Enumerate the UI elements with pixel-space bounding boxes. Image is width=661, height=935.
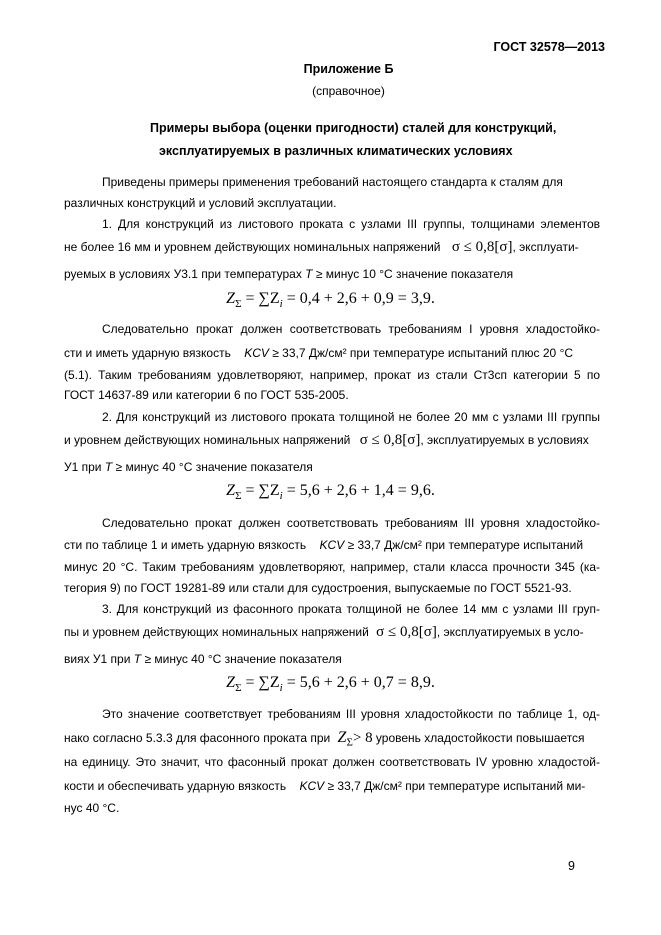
formula-z: Z — [226, 482, 236, 499]
ex3-para-line-1: Это значение соответствует требованиям III уровня хладостойкости по таблице 1, од- — [102, 707, 600, 721]
ex3-sigma-condition: σ ≤ 0,8[σ] — [376, 624, 437, 640]
ex3-para-line-3: на единицу. Это значит, что фасонный прокат должен соответствовать IV уровню хладостой- — [64, 755, 600, 769]
ex3-line-3a: виях У1 при — [64, 652, 131, 666]
ex1-formula — [0, 290, 661, 310]
formula-sum-sub: i — [279, 490, 283, 503]
ex2-sigma-condition: σ ≤ 0,8[σ] — [359, 432, 421, 448]
ex1-line-3b: ≥ минус 10 °С значение показателя — [315, 267, 514, 281]
ex2-kcv: KCV — [319, 538, 345, 552]
appendix-note: (справочное) — [312, 84, 385, 98]
ex1-line-2 — [64, 239, 600, 255]
ex1-kcv: KCV — [244, 346, 269, 360]
ex1-line-2b: , эксплуати- — [512, 240, 579, 254]
formula-z: Z — [226, 290, 236, 307]
ex1-formula-values: = 0,4 + 2,6 + 0,9 = 3,9. — [286, 290, 435, 307]
ex1-para-line-3: (5.1). Таким требованиям удовлетворяют, например, прокат из стали Ст3сп категории 5 по — [64, 368, 600, 382]
ex2-line-1: 2. Для конструкций из листового проката толщиной не более 20 мм с узлами III группы — [102, 410, 600, 424]
formula-sum-sub: i — [279, 298, 283, 311]
ex1-line-1: 1. Для конструкций из листового проката с узлами III группы, толщинами элементов — [102, 217, 600, 231]
formula-sum: = ∑Z — [245, 674, 280, 691]
ex3-para-line-2 — [64, 730, 600, 750]
ex2-formula-values: = 5,6 + 2,6 + 1,4 = 9,6. — [286, 482, 435, 499]
standard-designation: ГОСТ 32578—2013 — [493, 40, 605, 54]
formula-z: Z — [226, 674, 236, 691]
ex2-formula — [0, 482, 661, 502]
ex2-line-2b: , эксплуатируемых в условиях — [420, 433, 589, 447]
ex3-z-condition: Z — [337, 729, 347, 746]
appendix-title: Приложение Б — [303, 62, 394, 76]
ex2-line-3a: У1 при — [64, 460, 102, 474]
ex3-line-2a: пы и уровнем действующих номинальных напряжений — [64, 625, 369, 639]
ex3-line-1: 3. Для конструкций из фасонного проката толщиной не более 14 мм с узлами III груп- — [102, 602, 600, 616]
ex3-para-line-4a: кости и обеспечивать ударную вязкость — [64, 779, 287, 793]
page-number: 9 — [568, 859, 575, 873]
ex2-para-line-3: минус 20 °С. Таким требованиям удовлетворяют, например, стали класса прочности 345 (ка- — [64, 560, 600, 574]
ex3-para-line-4b: ≥ 33,7 Дж/см² при температуре испытаний ми- — [327, 779, 586, 793]
ex3-para-line-5: нус 40 °С. — [64, 801, 120, 815]
intro-line-1: Приведены примеры применения требований настоящего стандарта к сталям для — [102, 175, 563, 189]
ex3-para-line-4 — [64, 778, 600, 794]
ex1-temp-symbol: T — [305, 267, 313, 281]
ex1-para-line-2 — [64, 345, 600, 361]
ex2-para-line-4: тегория 9) по ГОСТ 19281-89 или стали для судостроения, выпускаемые по ГОСТ 5521-93. — [64, 581, 572, 595]
heading-line-2: эксплуатируемых в различных климатических условиях — [159, 144, 513, 158]
ex3-formula — [0, 674, 661, 694]
ex3-line-2b: , эксплуатируемых в усло- — [436, 625, 584, 639]
ex2-line-2 — [64, 432, 600, 448]
ex2-para-line-1: Следовательно прокат должен соответствовать требованиям III уровня хладостойко- — [102, 516, 600, 530]
ex2-para-line-2 — [64, 537, 600, 553]
ex3-para-line-2b: уровень хладостойкости повышается — [375, 731, 585, 745]
ex1-para-line-2a: сти и иметь ударную вязкость — [64, 346, 231, 360]
ex2-temp-symbol: T — [104, 460, 113, 474]
ex2-para-line-2b: ≥ 33,7 Дж/см² при температуре испытаний — [347, 538, 584, 552]
ex3-line-2 — [64, 624, 600, 640]
ex3-line-3 — [64, 651, 600, 667]
ex2-line-3 — [64, 459, 600, 475]
ex1-line-3a: руемых в условиях У3.1 при температурах — [64, 267, 302, 281]
ex3-kcv: KCV — [299, 779, 325, 793]
heading-line-1: Примеры выбора (оценки пригодности) сталей для конструкций, — [150, 121, 557, 135]
formula-sub: Σ — [235, 490, 242, 503]
ex2-para-line-2a: сти по таблице 1 и иметь ударную вязкость — [64, 538, 307, 552]
ex1-para-line-1: Следовательно прокат должен соответствовать требованиям I уровня хладостойко- — [102, 322, 600, 336]
ex3-temp-symbol: T — [133, 652, 142, 666]
ex3-z-condition-rhs: > 8 — [352, 730, 373, 746]
ex3-line-3b: ≥ минус 40 °С значение показателя — [144, 652, 342, 666]
formula-sub: Σ — [235, 298, 242, 311]
ex1-line-3 — [64, 266, 600, 282]
section-heading — [150, 117, 556, 163]
formula-sub: Σ — [235, 682, 242, 695]
ex3-z-condition-sub: Σ — [346, 736, 353, 749]
formula-sum: = ∑Z — [245, 482, 280, 499]
formula-sum: = ∑Z — [245, 290, 280, 307]
ex3-formula-values: = 5,6 + 2,6 + 0,7 = 8,9. — [286, 674, 435, 691]
ex1-line-2a: не более 16 мм и уровнем действующих номинальных напряжений — [64, 240, 441, 254]
intro-line-2: различных конструкций и условий эксплуатации. — [64, 196, 337, 210]
ex1-para-line-4: ГОСТ 14637-89 или категории 6 по ГОСТ 535-2005. — [64, 388, 349, 402]
formula-sum-sub: i — [279, 682, 283, 695]
ex2-line-3b: ≥ минус 40 °С значение показателя — [115, 460, 313, 474]
ex1-para-line-2b: ≥ 33,7 Дж/см² при температуре испытаний плюс 20 °С — [272, 346, 574, 360]
ex2-line-2a: и уровнем действующих номинальных напряжений — [64, 433, 351, 447]
ex1-sigma-condition: σ ≤ 0,8[σ] — [451, 239, 513, 255]
ex3-para-line-2a: нако согласно 5.3.3 для фасонного проката при — [64, 731, 331, 745]
